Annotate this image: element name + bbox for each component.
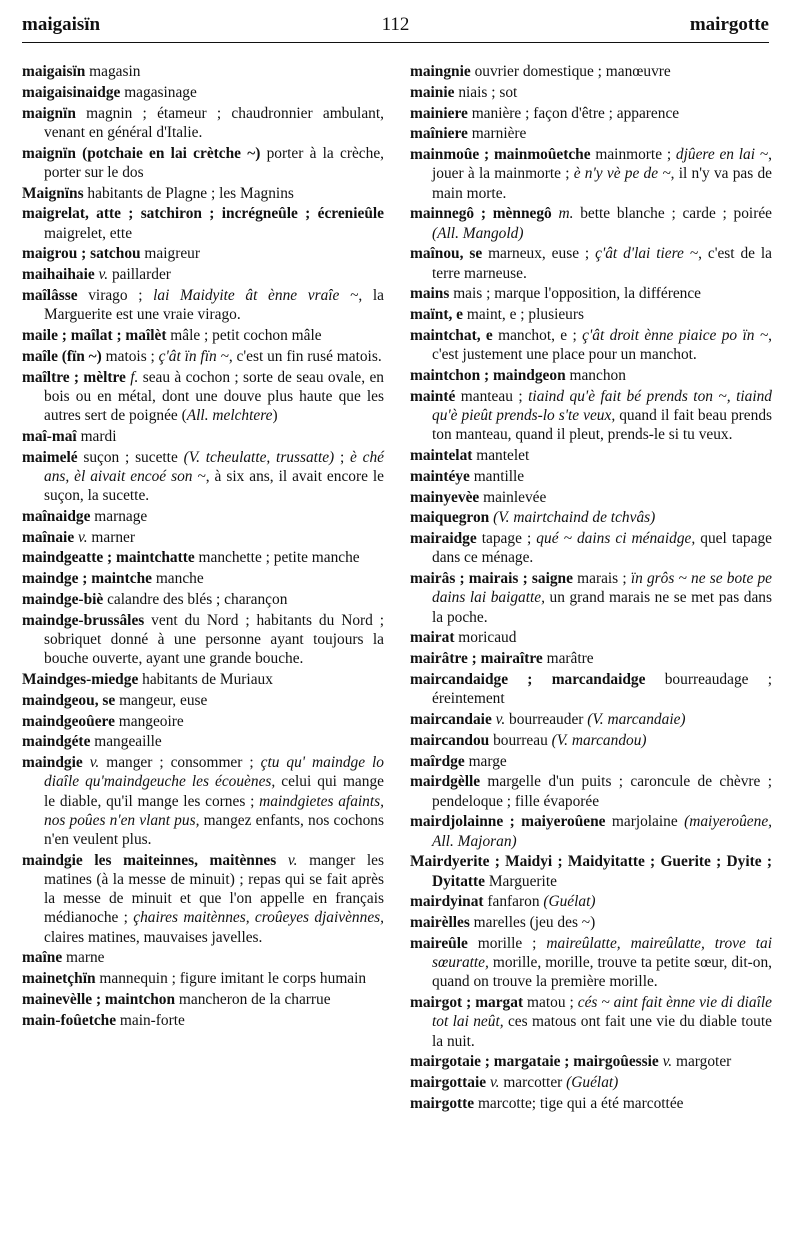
headword: maignïn (potchaie en lai crètche ~) bbox=[22, 144, 261, 162]
headword: Mairdyerite ; Maidyi ; Maidyitatte ; Guerite ; Dyite ; Dyitatte bbox=[410, 853, 772, 890]
headword: maintchat, e bbox=[410, 326, 493, 344]
dictionary-entry bbox=[410, 993, 772, 1051]
headword: mainie bbox=[410, 83, 455, 101]
definition-text: fanfaron bbox=[483, 893, 544, 911]
italic-text: (V. mairtchaind de tchvâs) bbox=[493, 509, 656, 527]
dictionary-entry bbox=[22, 732, 384, 751]
definition-text: mangeur, euse bbox=[115, 691, 208, 709]
dictionary-entry bbox=[22, 204, 384, 242]
dictionary-entry bbox=[22, 62, 384, 81]
dictionary-entry bbox=[22, 83, 384, 102]
header-left-guide-word: maigaisïn bbox=[22, 14, 101, 35]
italic-text: maireûlatte, maireûlatte, trove tai sœuratte, bbox=[432, 934, 772, 972]
headword: maîltre ; mèltre bbox=[22, 368, 126, 386]
dictionary-entry bbox=[22, 448, 384, 506]
headword: maindgie bbox=[22, 754, 83, 772]
definition-text: Marguerite bbox=[485, 872, 557, 890]
headword: maigrelat, atte ; satchiron ; incrégneûle ; écrenieûle bbox=[22, 205, 384, 223]
headword: maingnie bbox=[410, 63, 471, 80]
definition-text: manger les matines (à la messe de minuit) ; repas qui se fait après la messe de minuit et que l'on appelle en français médianoche ; bbox=[44, 851, 384, 927]
definition-text: mangez enfants, nos cochons n'en veulent plus. bbox=[44, 811, 384, 848]
definition-text: mannequin ; figure imitant le corps humain bbox=[95, 970, 367, 988]
definition-text: , à six ans, il avait encore le suçon, la sucette. bbox=[44, 467, 385, 504]
italic-text: v. bbox=[489, 1074, 500, 1092]
dictionary-entry bbox=[410, 387, 772, 445]
dictionary-entry bbox=[22, 104, 384, 142]
italic-text: cés ~ aint fait ènne vie di diaîle tot lai neût, bbox=[432, 994, 773, 1031]
definition-text: manchot, e ; bbox=[492, 326, 583, 344]
dictionary-entry bbox=[22, 427, 384, 446]
italic-text: f. bbox=[130, 368, 139, 386]
dictionary-entry bbox=[410, 508, 772, 527]
definition-text: habitants de Muriaux bbox=[138, 670, 273, 688]
italic-text: v. bbox=[287, 851, 298, 869]
dictionary-entry bbox=[410, 488, 772, 507]
headword: mairâs ; mairais ; saigne bbox=[410, 570, 573, 588]
dictionary-entry bbox=[22, 1011, 384, 1030]
headword: mains bbox=[410, 285, 450, 303]
definition-text: marais ; bbox=[572, 570, 631, 588]
dictionary-entry bbox=[410, 104, 772, 123]
italic-text: è ché ans, èl aivait encoé son ~ bbox=[44, 448, 384, 485]
definition-text: niais ; sot bbox=[454, 83, 518, 101]
headword: maînou, se bbox=[410, 245, 483, 263]
dictionary-entry bbox=[410, 83, 772, 102]
definition-text: moricaud bbox=[454, 629, 517, 647]
dictionary-entry bbox=[410, 913, 772, 932]
italic-text: (Guélat) bbox=[566, 1074, 619, 1092]
italic-text: v. bbox=[98, 266, 109, 284]
definition-text: un grand marais ne se met pas dans la poche. bbox=[432, 589, 772, 626]
definition-text: manger ; consommer ; bbox=[99, 754, 261, 772]
definition-text: , c'est justement une place pour un manchot. bbox=[432, 326, 773, 364]
headword: maigrou ; satchou bbox=[22, 245, 141, 263]
definition-text: mantelet bbox=[472, 446, 530, 464]
headword: mairèlles bbox=[410, 914, 470, 932]
dictionary-entry bbox=[410, 1094, 772, 1113]
headword: maintchon ; maindgeon bbox=[410, 366, 566, 384]
italic-text: (V. marcandaie) bbox=[587, 710, 686, 728]
dictionary-entry bbox=[22, 184, 384, 203]
headword: mainiere bbox=[410, 104, 468, 122]
definition-text: calandre des blés ; charançon bbox=[103, 590, 288, 608]
right-column bbox=[410, 62, 772, 1115]
definition-text: bourreaudage ; éreintement bbox=[432, 670, 773, 708]
italic-text: tiaind qu'è fait bé prends ton ~, tiaind qu'è pieût prends-lo s'te veux, bbox=[432, 387, 772, 424]
left-column bbox=[22, 62, 384, 1032]
dictionary-entry bbox=[410, 305, 772, 324]
definition-text: mancheron de la charrue bbox=[175, 990, 331, 1008]
headword: maignïn bbox=[22, 104, 76, 122]
dictionary-entry bbox=[410, 710, 772, 729]
dictionary-entry bbox=[22, 265, 384, 284]
headword: maircandaidge ; marcandaidge bbox=[410, 670, 646, 688]
dictionary-entry bbox=[410, 529, 772, 567]
italic-text: ç'ât d'lai tiere ~ bbox=[595, 245, 699, 263]
headword: maimelé bbox=[22, 448, 78, 466]
dictionary-entry bbox=[410, 284, 772, 303]
italic-text: maindgietes afaints, nos poûes n'en vlant pus, bbox=[44, 792, 384, 829]
definition-text: mantille bbox=[469, 467, 525, 485]
dictionary-entry bbox=[410, 772, 772, 810]
definition-text: mainlevée bbox=[479, 488, 547, 506]
headword: maihaihaie bbox=[22, 266, 95, 284]
headword: main-foûetche bbox=[22, 1011, 117, 1029]
headword: mairdgèlle bbox=[410, 773, 481, 791]
definition-text: vent du Nord ; habitants du Nord ; sobriquet donné à une personne ayant toujours la bouche ouverte, ayant une grande bouche. bbox=[44, 611, 384, 668]
definition-text: bourreauder bbox=[505, 710, 588, 728]
dictionary-entry bbox=[22, 368, 384, 426]
headword: mainmoûe ; mainmoûetche bbox=[410, 146, 591, 164]
headword: mainnegô ; mènnegô bbox=[410, 205, 552, 223]
definition-text: margoter bbox=[672, 1053, 732, 1071]
definition-text: mardi bbox=[76, 427, 117, 445]
italic-text: è n'y vè pe de ~ bbox=[573, 165, 671, 183]
definition-text: quand il fait beau prends ton manteau, quand il pleut, prends-le si tu veux. bbox=[432, 406, 772, 444]
headword: mairgottaie bbox=[410, 1074, 487, 1092]
definition-text: mâle ; petit cochon mâle bbox=[166, 326, 322, 344]
definition-text: porter à la crèche, porter sur le dos bbox=[44, 144, 384, 181]
definition-text: , la Marguerite est une vraie virago. bbox=[44, 286, 384, 324]
header-right-guide-word: mairgotte bbox=[689, 14, 769, 35]
dictionary-entry bbox=[22, 244, 384, 263]
italic-text: (V. marcandou) bbox=[551, 731, 647, 749]
dictionary-entry bbox=[410, 145, 772, 203]
definition-text bbox=[83, 754, 90, 771]
headword: maindgeou, se bbox=[22, 691, 116, 709]
headword: maile ; maîlat ; maîlèt bbox=[22, 326, 167, 344]
definition-text: matois ; bbox=[101, 347, 159, 365]
definition-text: claires matines, mauvaises javelles. bbox=[44, 928, 263, 946]
definition-text: , il n'y va pas de main morte. bbox=[432, 165, 773, 202]
dictionary-entry bbox=[410, 1073, 772, 1092]
dictionary-entry bbox=[410, 467, 772, 486]
italic-text: m. bbox=[558, 205, 574, 223]
definition-text: maint, e ; plusieurs bbox=[463, 306, 584, 324]
italic-text: v. bbox=[89, 754, 100, 772]
italic-text: qué ~ dains ci ménaidge, bbox=[536, 530, 696, 548]
dictionary-entry bbox=[22, 712, 384, 731]
dictionary-entry bbox=[22, 851, 384, 947]
headword: maigaisinaidge bbox=[22, 83, 121, 101]
headword: maindgéte bbox=[22, 733, 91, 751]
dictionary-entry bbox=[410, 62, 772, 81]
headword: mainyevèe bbox=[410, 488, 480, 506]
definition-text: paillarder bbox=[108, 266, 171, 284]
dictionary-entry bbox=[22, 753, 384, 849]
definition-text: , c'est de la terre marneuse. bbox=[432, 245, 772, 282]
definition-text: marnière bbox=[467, 125, 527, 143]
definition-text: manteau ; bbox=[455, 387, 529, 405]
dictionary-entry bbox=[410, 670, 772, 708]
headword: Maignïns bbox=[22, 184, 84, 202]
dictionary-entry bbox=[410, 366, 772, 385]
definition-text: marneux, euse ; bbox=[482, 245, 596, 263]
definition-text: quel tapage dans ce ménage. bbox=[432, 530, 772, 567]
headword: maïnt, e bbox=[410, 306, 464, 324]
headword: mairâtre ; mairaître bbox=[410, 650, 543, 668]
italic-text: çtu qu' maindge lo diaîle qu'maindgeuche les écouènes, bbox=[44, 754, 384, 791]
headword: maircandaie bbox=[410, 710, 492, 728]
dictionary-entry bbox=[22, 286, 384, 324]
definition-text: maigreur bbox=[140, 245, 200, 263]
definition-text: morille ; bbox=[467, 934, 547, 952]
italic-text: (All. Mangold) bbox=[432, 224, 524, 242]
dictionary-entry bbox=[410, 124, 772, 143]
headword: maindgie les maiteinnes, maitènnes bbox=[22, 851, 277, 869]
italic-text: All. melchtere bbox=[186, 406, 273, 424]
dictionary-entry bbox=[22, 528, 384, 547]
dictionary-entry bbox=[22, 144, 384, 182]
page-number: 112 bbox=[381, 14, 410, 35]
italic-text: v. bbox=[662, 1053, 673, 1071]
definition-text: ) bbox=[272, 406, 278, 424]
dictionary-entry bbox=[22, 507, 384, 526]
dictionary-entry bbox=[410, 892, 772, 911]
definition-text: ces matous ont fait une vie du diable toute la nuit. bbox=[432, 1013, 772, 1050]
dictionary-entry bbox=[22, 548, 384, 567]
definition-text: seau à cochon ; sorte de seau ovale, en bois ou en métal, dont une douve plus haute que les autres sert de poignée ( bbox=[44, 368, 384, 424]
definition-text bbox=[276, 852, 288, 869]
definition-text: , c'est un fin rusé matois. bbox=[228, 347, 382, 365]
definition-text: marelles (jeu des ~) bbox=[469, 914, 596, 932]
dictionary-entry bbox=[410, 1052, 772, 1071]
italic-text: v. bbox=[495, 710, 506, 728]
headword: maîlâsse bbox=[22, 286, 78, 304]
definition-text: mangeaille bbox=[90, 733, 162, 751]
headword: maintelat bbox=[410, 446, 473, 464]
definition-text: main-forte bbox=[116, 1011, 185, 1029]
headword: maindgeoûere bbox=[22, 712, 115, 730]
definition-text: marge bbox=[464, 752, 507, 770]
definition-text: margelle d'un puits ; caroncule de chèvre ; pendeloque ; fille évaporée bbox=[432, 773, 772, 810]
headword: maînaidge bbox=[22, 507, 91, 525]
italic-text: ç'ât droit ènne piaice po ïn ~ bbox=[582, 326, 769, 344]
headword: mairaidge bbox=[410, 530, 477, 548]
definition-text: , jouer à la mainmorte ; bbox=[432, 146, 772, 183]
italic-text: ç'ât ïn fïn ~ bbox=[158, 347, 229, 365]
italic-text: ïn grôs ~ ne se bote pe dains lai baigatte, bbox=[432, 570, 773, 607]
headword: mairdyinat bbox=[410, 893, 484, 911]
definition-text: marne bbox=[62, 949, 105, 967]
definition-text: manière ; façon d'être ; apparence bbox=[467, 104, 680, 122]
headword: maindge-biè bbox=[22, 590, 104, 608]
headword: maindgeatte ; maintchatte bbox=[22, 549, 195, 567]
headword: maircandou bbox=[410, 731, 490, 749]
definition-text: manchette ; petite manche bbox=[194, 549, 360, 567]
headword: maireûle bbox=[410, 934, 468, 952]
dictionary-entry bbox=[410, 731, 772, 750]
headword: mairat bbox=[410, 629, 455, 647]
definition-text: suçon ; sucette bbox=[77, 448, 184, 466]
definition-text: magnin ; étameur ; chaudronnier ambulant, venant en général d'Italie. bbox=[44, 104, 384, 141]
dictionary-entry bbox=[22, 969, 384, 988]
definition-text: celui qui mange le diable, qu'il mange les cornes ; bbox=[44, 773, 384, 810]
headword: maîne bbox=[22, 949, 63, 967]
dictionary-entry bbox=[22, 670, 384, 689]
headword: maiquegron bbox=[410, 509, 490, 527]
headword: maigaisïn bbox=[22, 63, 86, 80]
definition-text: manchon bbox=[565, 366, 626, 384]
definition-text: marcotte; tige qui a été marcottée bbox=[474, 1094, 684, 1112]
dictionary-entry bbox=[410, 934, 772, 992]
italic-text: (maiyeroûene, All. Majoran) bbox=[432, 813, 772, 850]
dictionary-entry bbox=[410, 204, 772, 242]
headword: mairgot ; margat bbox=[410, 994, 524, 1012]
italic-text: lai Maidyite ât ènne vraîe ~ bbox=[153, 286, 359, 304]
dictionary-entry bbox=[410, 244, 772, 282]
page-header bbox=[22, 6, 769, 43]
headword: Maindges-miedge bbox=[22, 670, 139, 688]
headword: maindge ; maintche bbox=[22, 570, 152, 588]
definition-text: mais ; marque l'opposition, la différence bbox=[449, 285, 702, 303]
italic-text: v. bbox=[78, 528, 88, 546]
headword: mairdjolainne ; maiyeroûene bbox=[410, 813, 606, 831]
dictionary-entry bbox=[410, 752, 772, 771]
dictionary-entry bbox=[22, 569, 384, 588]
definition-text: marcotter bbox=[499, 1074, 567, 1092]
headword: mainetçhïn bbox=[22, 970, 96, 988]
definition-text: marjolaine bbox=[605, 813, 685, 831]
dictionary-entry bbox=[410, 649, 772, 668]
dictionary-entry bbox=[410, 852, 772, 890]
headword: maî-maî bbox=[22, 427, 77, 445]
headword: maîle (fïn ~) bbox=[22, 347, 102, 365]
dictionary-entry bbox=[410, 628, 772, 647]
definition-text: matou ; bbox=[523, 994, 578, 1012]
dictionary-entry bbox=[22, 347, 384, 366]
headword: maîrdge bbox=[410, 752, 465, 770]
headword: mainté bbox=[410, 387, 456, 405]
definition-text: morille, morille, trouve ta petite sœur, dit-on, quand on trouve la première morille. bbox=[432, 954, 772, 991]
headword: mainevèlle ; maintchon bbox=[22, 990, 176, 1008]
definition-text: ; bbox=[334, 448, 351, 466]
definition-text: bourreau bbox=[489, 731, 552, 749]
definition-text: ouvrier domestique ; manœuvre bbox=[470, 63, 671, 80]
dictionary-entry bbox=[410, 446, 772, 465]
dictionary-entry bbox=[410, 326, 772, 364]
dictionary-entry bbox=[22, 590, 384, 609]
headword: maintéye bbox=[410, 467, 470, 485]
headword: maindge-brussâles bbox=[22, 611, 145, 629]
dictionary-entry bbox=[410, 812, 772, 850]
italic-text: (Guélat) bbox=[543, 893, 596, 911]
italic-text: (V. tcheulatte, trussatte) bbox=[183, 448, 335, 466]
dictionary-entry bbox=[22, 948, 384, 967]
definition-text: virago ; bbox=[77, 286, 154, 304]
headword: maîniere bbox=[410, 125, 468, 143]
headword: mairgotaie ; margataie ; mairgoûessie bbox=[410, 1053, 659, 1071]
dictionary-entry bbox=[22, 326, 384, 345]
definition-text: mangeoire bbox=[114, 712, 184, 730]
definition-text: bette blanche ; carde ; poirée bbox=[573, 205, 772, 223]
italic-text: çhaires maitènnes, croûeyes djaivènnes, bbox=[133, 909, 384, 927]
definition-text: magasinage bbox=[120, 83, 197, 101]
definition-text: manche bbox=[151, 570, 204, 588]
definition-text: marner bbox=[87, 528, 135, 546]
headword: maînaie bbox=[22, 528, 75, 546]
definition-text: magasin bbox=[85, 63, 141, 80]
dictionary-entry bbox=[410, 569, 772, 627]
definition-text: tapage ; bbox=[476, 530, 537, 548]
dictionary-entry bbox=[22, 611, 384, 669]
dictionary-entry bbox=[22, 990, 384, 1009]
dictionary-entry bbox=[22, 691, 384, 710]
definition-text: marnage bbox=[90, 507, 148, 525]
definition-text: mainmorte ; bbox=[590, 146, 676, 164]
definition-text: maigrelet, ette bbox=[44, 224, 133, 242]
headword: mairgotte bbox=[410, 1094, 475, 1112]
definition-text: marâtre bbox=[542, 650, 594, 668]
italic-text: djûere en lai ~ bbox=[675, 146, 769, 164]
definition-text: habitants de Plagne ; les Magnins bbox=[83, 184, 294, 202]
